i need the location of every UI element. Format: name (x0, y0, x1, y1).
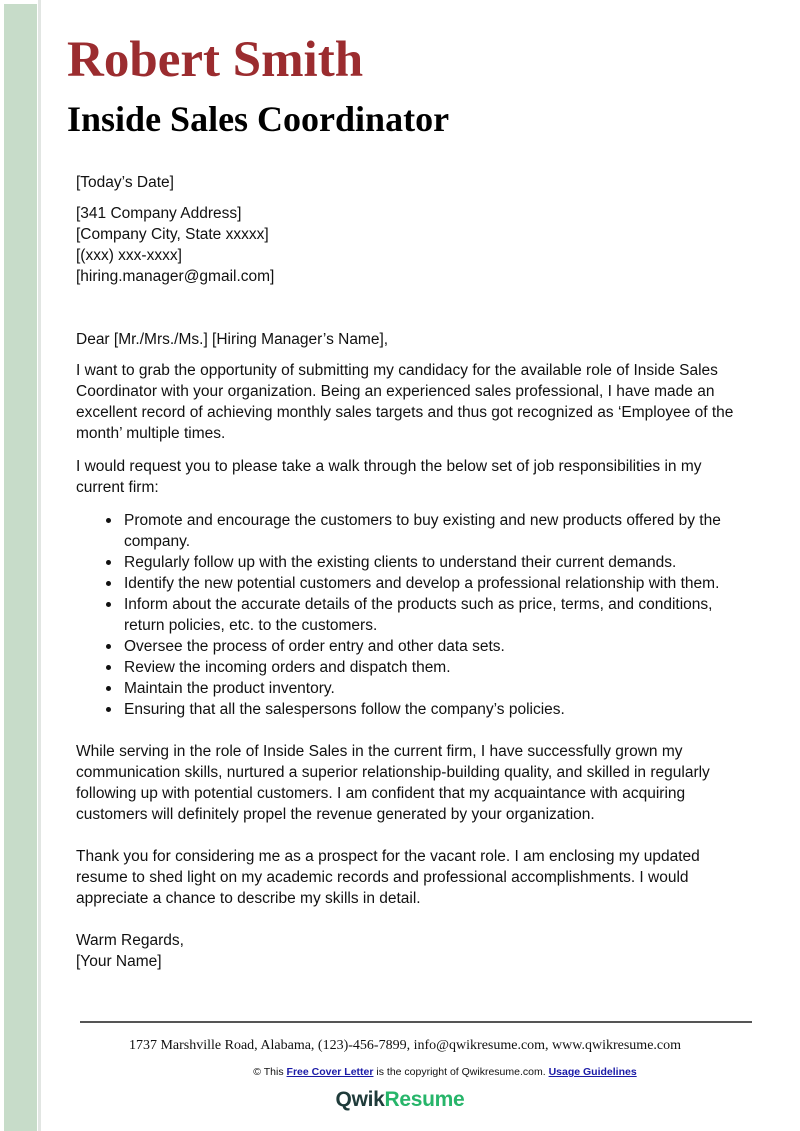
list-item: Inform about the accurate details of the products such as price, terms, and conditions, return policies, etc. to the customers. (124, 594, 748, 636)
letter-body (76, 172, 748, 972)
copyright-prefix: © This (253, 1066, 284, 1078)
applicant-name: Robert Smith (67, 32, 364, 88)
address-line: [341 Company Address] (76, 205, 242, 222)
paragraph: I would request you to please take a walk through the below set of job responsibilities in my current firm: (76, 458, 702, 496)
logo-part-qwik: Qwik (335, 1088, 385, 1111)
paragraph: Thank you for considering me as a prospect for the vacant role. I am enclosing my updated resume to shed light on my academic records and professional accomplishments. I would appreciate a chance to describe my skills in detail. (76, 848, 700, 907)
free-cover-letter-link[interactable]: Free Cover Letter (286, 1066, 374, 1078)
copyright-text: is the copyright of Qwikresume.com. (376, 1066, 546, 1078)
list-item: Identify the new potential customers and develop a professional relationship with them. (124, 573, 748, 594)
closing-regards: Warm Regards, (76, 932, 184, 949)
address-line: [Company City, State xxxxx] (76, 226, 269, 243)
footer-address: 1737 Marshville Road, Alabama, (123)-456-7899, info@qwikresume.com, www.qwikresume.com (128, 1038, 682, 1053)
job-title: Inside Sales Coordinator (67, 99, 450, 139)
salutation: Dear [Mr./Mrs./Ms.] [Hiring Manager’s Name], (76, 331, 389, 348)
decorative-side-band (4, 4, 37, 1131)
address-line: [(xxx) xxx-xxxx] (76, 247, 182, 264)
address-email: [hiring.manager@gmail.com] (76, 268, 275, 285)
responsibilities-list (76, 510, 748, 720)
list-item: Review the incoming orders and dispatch them. (124, 657, 748, 678)
usage-guidelines-link[interactable]: Usage Guidelines (548, 1066, 637, 1078)
list-item: Oversee the process of order entry and other data sets. (124, 636, 748, 657)
list-item: Maintain the product inventory. (124, 678, 748, 699)
qwikresume-logo (0, 1088, 800, 1112)
closing-name: [Your Name] (76, 953, 162, 970)
date: [Today’s Date] (76, 174, 174, 191)
footer-divider (80, 1021, 752, 1023)
paragraph: While serving in the role of Inside Sales in the current firm, I have successfully grown my communication skills, nurtured a superior relationship-building quality, and skilled in regularly following up with potential customers. I am confident that my acquaintance with acquiring customers will definitely propel the revenue generated by your organization. (76, 743, 710, 823)
paragraph: I want to grab the opportunity of submitting my candidacy for the available role of Inside Sales Coordinator with your organization. Being an experienced sales professional, I have made an excellent record of achieving monthly sales targets and thus got recognized as ‘Employee of the month’ multiple times. (76, 362, 734, 442)
side-band-divider (38, 0, 41, 1131)
copyright-notice (0, 1066, 800, 1078)
list-item: Regularly follow up with the existing clients to understand their current demands. (124, 552, 748, 573)
recipient-address (76, 203, 748, 287)
logo-part-resume: Resume (384, 1088, 465, 1111)
list-item: Promote and encourage the customers to buy existing and new products offered by the company. (124, 510, 748, 552)
list-item: Ensuring that all the salespersons follow the company’s policies. (124, 699, 748, 720)
